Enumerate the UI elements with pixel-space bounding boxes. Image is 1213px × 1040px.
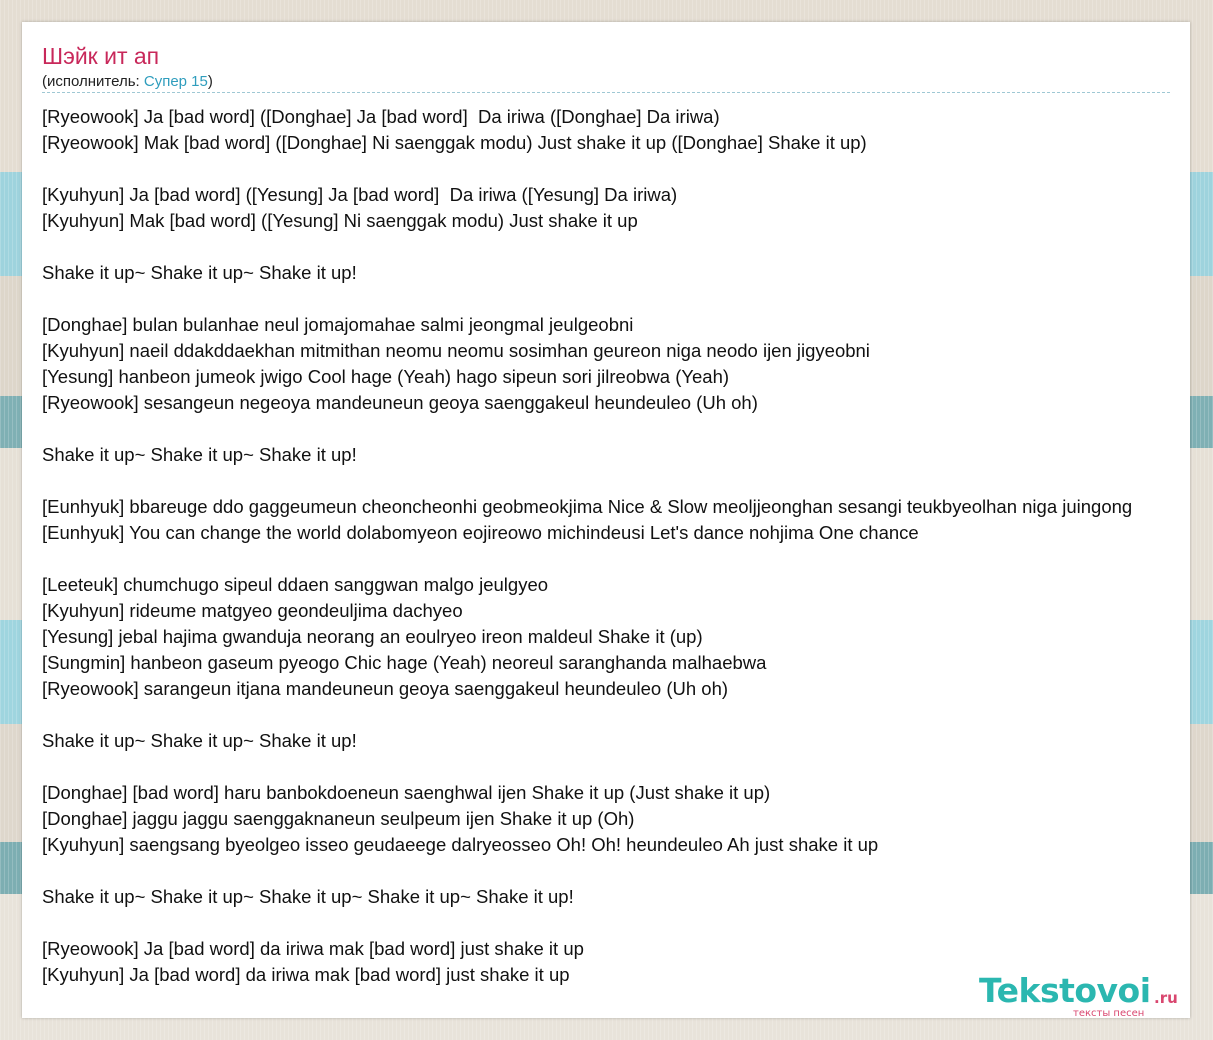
lyric-line: [Ryeowook] Mak [bad word] ([Donghae] Ni saenggak modu) Just shake it up ([Donghae] Shake it up) [42,132,867,153]
lyric-line: Shake it up~ Shake it up~ Shake it up! [42,730,357,751]
lyric-line: [Kyuhyun] Ja [bad word] da iriwa mak [bad word] just shake it up [42,964,570,985]
lyric-line: [Kyuhyun] naeil ddakddaekhan mitmithan neomu neomu sosimhan geureon niga neodo ijen jigyeobni [42,340,870,361]
lyric-line [42,754,1190,780]
lyric-line [42,468,1190,494]
lyric-line [42,546,1190,572]
logo-name: Tekstovoi [979,971,1151,1010]
lyric-line: [Kyuhyun] saengsang byeolgeo isseo geudaeege dalryeosseo Oh! Oh! heundeuleo Ah just shake it up [42,834,879,855]
logo-tagline: тексты песен [1073,1008,1145,1018]
lyric-line [42,702,1190,728]
lyric-line: [Donghae] bulan bulanhae neul jomajomahae salmi jeongmal jeulgeobni [42,314,634,335]
lyrics-text [42,104,1190,988]
lyric-line: Shake it up~ Shake it up~ Shake it up! [42,262,357,283]
lyric-line [42,858,1190,884]
lyrics-card [22,22,1190,1018]
lyric-line: [Yesung] hanbeon jumeok jwigo Cool hage (Yeah) hago sipeun sori jilreobwa (Yeah) [42,366,730,387]
lyric-line [42,286,1190,312]
lyric-line: [Yesung] jebal hajima gwanduja neorang an eoulryeo ireon maldeul Shake it (up) [42,626,703,647]
artist-prefix: (исполнитель: [42,73,144,90]
artist-suffix: ) [207,73,213,90]
lyric-line: [Eunhyuk] bbareuge ddo gaggeumeun cheoncheonhi geobmeokjima Nice & Slow meoljjeonghan sesangi teukbyeolhan niga juingong [42,496,1133,517]
lyric-line: [Donghae] [bad word] haru banbokdoeneun saenghwal ijen Shake it up (Just shake it up) [42,782,771,803]
lyric-line: [Ryeowook] Ja [bad word] ([Donghae] Ja [bad word] Da iriwa ([Donghae] Da iriwa) [42,106,720,127]
lyric-line: [Kyuhyun] Mak [bad word] ([Yesung] Ni saenggak modu) Just shake it up [42,210,638,231]
title-divider [42,92,1170,93]
lyric-line: [Ryeowook] sarangeun itjana mandeuneun geoya saenggakeul heundeuleo (Uh oh) [42,678,729,699]
lyric-line: [Ryeowook] sesangeun negeoya mandeuneun geoya saenggakeul heundeuleo (Uh oh) [42,392,758,413]
lyric-line: Shake it up~ Shake it up~ Shake it up! [42,444,357,465]
lyric-line: [Ryeowook] Ja [bad word] da iriwa mak [bad word] just shake it up [42,938,584,959]
lyric-line [42,416,1190,442]
lyric-line: Shake it up~ Shake it up~ Shake it up~ Shake it up~ Shake it up! [42,886,574,907]
lyric-line: [Sungmin] hanbeon gaseum pyeogo Chic hage (Yeah) neoreul saranghanda malhaebwa [42,652,767,673]
lyric-line: [Kyuhyun] Ja [bad word] ([Yesung] Ja [bad word] Da iriwa ([Yesung] Da iriwa) [42,184,678,205]
lyric-line [42,234,1190,260]
artist-link[interactable]: Супер 15 [143,73,208,90]
lyric-line [42,910,1190,936]
lyric-line: [Leeteuk] chumchugo sipeul ddaen sanggwan malgo jeulgyeo [42,574,549,595]
logo-domain: .ru [1154,989,1178,1007]
lyric-line [42,156,1190,182]
song-title: Шэйк ит ап [42,43,160,69]
tekstovoi-logo[interactable] [979,971,1189,1018]
artist-line [42,73,213,90]
lyric-line: [Kyuhyun] rideume matgyeo geondeuljima dachyeo [42,600,463,621]
lyric-line: [Eunhyuk] You can change the world dolabomyeon eojireowo michindeusi Let's dance nohjima One chance [42,522,919,543]
lyric-line: [Donghae] jaggu jaggu saenggaknaneun seulpeum ijen Shake it up (Oh) [42,808,635,829]
